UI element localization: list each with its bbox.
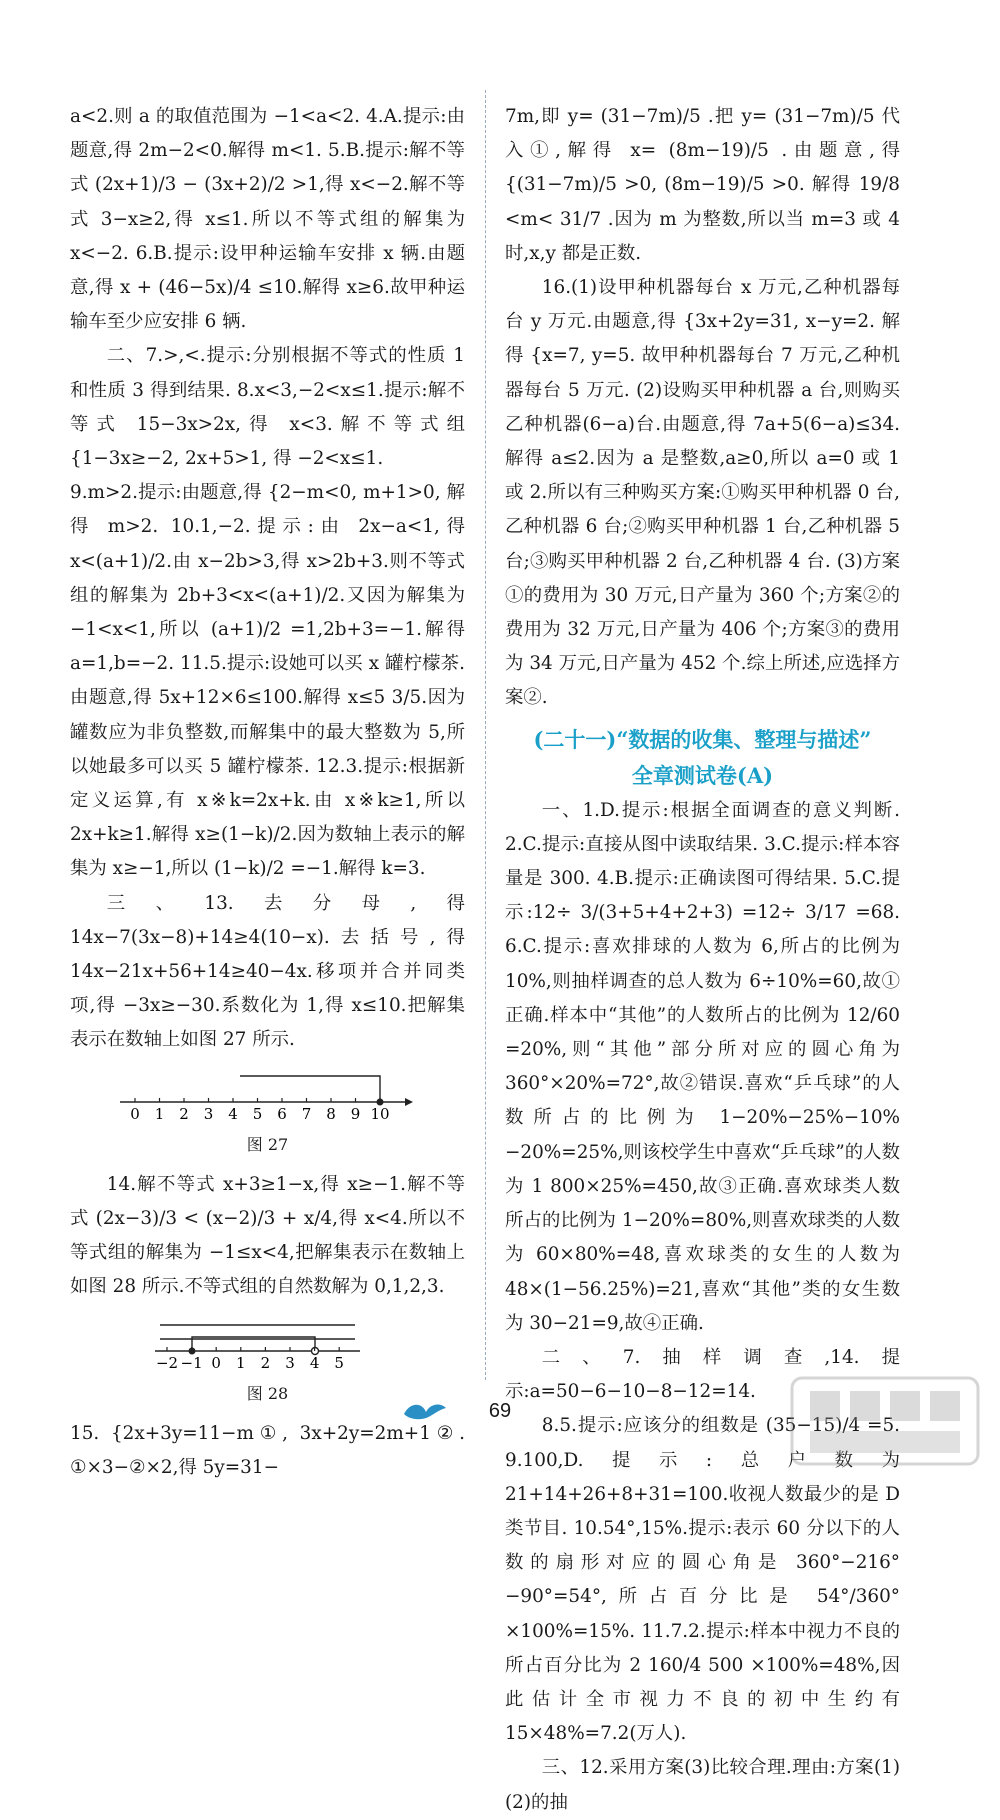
- tick-label: 5: [252, 1104, 263, 1123]
- tick-label: 4: [309, 1353, 320, 1372]
- column-divider: [485, 90, 486, 1380]
- answer-paragraph-5: 14.解不等式 x+3≥1−x,得 x≥−1.解不等式 (2x−3)/3 < (x−2)/3 + x/4,得 x<4.所以不等式组的解集为 −1≤x<4,把解集表示在数轴上如图 28 所示.不等式组的自然数解为 0,1,2,3.: [70, 1173, 465, 1298]
- tick-label: 8: [326, 1104, 336, 1123]
- figure-28-number-line: [70, 1313, 465, 1375]
- tick-label: 0: [130, 1104, 140, 1123]
- answer-paragraph-4: 三、13.去分母,得 14x−7(3x−8)+14≥4(10−x).去括号,得 14x−21x+56+14≥40−4x.移项并合并同类项,得 −3x≥−30.系数化为 1,得 x≤10.把解集表示在数轴上如图 27 所示.: [70, 892, 465, 1051]
- tick-label: 7: [301, 1104, 312, 1123]
- tick-label: 4: [228, 1104, 238, 1123]
- answer-paragraph-3: 9.m>2.提示:由题意,得 {2−m<0, m+1>0, 解得 m>2. 10.1,−2.提示:由 2x−a<1,得 x<(a+1)/2.由 x−2b>3,得 x>2b+3.则不等式组的解集为 2b+3<x<(a+1)/2.又因为解集为 −1<x<1,所以 (a+1)/2 =1,2b+3=−1.解得 a=1,b=−2. 11.5.提示:设她可以买 x 罐柠檬茶.由题意,得 5x+12×6≤100.解得 x≤5 3/5.因为罐数应为非负整数,而解集中的最大整数为 5,所以她最多可以买 5 罐柠檬茶. 12.3.提示:根据新定义运算,有 x※k=2x+k.由 x※k≥1,所以 2x+k≥1.解得 x≥(1−k)/2.因为数轴上表示的解集为 x≥−1,所以 (1−k)/2 =−1.解得 k=3.: [70, 482, 465, 880]
- answer-paragraph-11: 8.5.提示:应该分的组数是 (35−15)/4 =5. 9.100,D.提示:总户数为 21+14+26+8+31=100.收视人数最少的是 D 类节目. 10.54°,15%.提示:表示 60 分以下的人数的扇形对应的圆心角是 360°−216°−90°=54°,所占百分比是 54°/360° ×100%=15%. 11.7.2.提示:样本中视力不良的所占百分比为 2 160/4 500 ×100%=48%,因此估计全市视力不良的初中生约有 15×48%=7.2(万人).: [505, 1415, 900, 1745]
- tick-label: 5: [334, 1353, 344, 1372]
- tick-label: 10: [370, 1104, 390, 1123]
- tick-label: 1: [154, 1104, 165, 1123]
- tick-label: 1: [236, 1353, 246, 1372]
- answer-paragraph-9: 一、1.D.提示:根据全面调查的意义判断. 2.C.提示:直接从图中读取结果. 3.C.提示:样本容量是 300. 4.B.提示:正确读图可得结果. 5.C.提示:12÷ 3/(3+5+4+2+3) =12÷ 3/17 =68. 6.C.提示:喜欢排球的人数为 6,所占的比例为 10%,则抽样调查的总人数为 6÷10%=60,故①正确.样本中“其他”的人数所占的比例为 12/60 =20%,则“其他”部分所对应的圆心角为 360°×20%=72°,故②错误.喜欢“乒乓球”的人数所占的比例为 1−20%−25%−10%−20%=25%,则该校学生中喜欢“乒乓球”的人数为 1 800×25%=450,故③正确.喜欢球类人数所占的比例为 1−20%=80%,则喜欢球类的人数为 60×80%=48,喜欢球类的女生的人数为 48×(1−56.25%)=21,喜欢“其他”类的女生数为 30−21=9,故④正确.: [505, 799, 900, 1334]
- tick-label: 0: [211, 1353, 221, 1372]
- answer-paragraph-7: 7m,即 y= (31−7m)/5 .把 y= (31−7m)/5 代入①,解得 x= (8m−19)/5 .由题意,得 {(31−7m)/5 >0, (8m−19)/5 >0. 解得 19/8 <m< 31/7 .因为 m 为整数,所以当 m=3 或 4 时,x,y 都是正数.: [505, 106, 900, 264]
- section-subtitle: 全章测试卷(A): [631, 762, 774, 788]
- left-column: [70, 100, 465, 1485]
- right-column: [505, 100, 900, 1820]
- tick-label: −1: [180, 1353, 203, 1372]
- tick-label: −2: [155, 1353, 179, 1372]
- answer-paragraph-8: 16.(1)设甲种机器每台 x 万元,乙种机器每台 y 万元.由题意,得 {3x+2y=31, x−y=2. 解得 {x=7, y=5. 故甲种机器每台 7 万元,乙种机器每台 5 万元. (2)设购买甲种机器 a 台,则购买乙种机器(6−a)台.由题意,得 7a+5(6−a)≤34.解得 a≤2.因为 a 是整数,a≥0,所以 a=0 或 1 或 2.所以有三种购买方案:①购买甲种机器 0 台,乙种机器 6 台;②购买甲种机器 1 台,乙种机器 5 台;③购买甲种机器 2 台,乙种机器 4 台. (3)方案①的费用为 30 万元,日产量为 360 个;方案②的费用为 32 万元,日产量为 406 个;方案③的费用为 34 万元,日产量为 452 个.综上所述,应选择方案②.: [505, 277, 900, 709]
- figure-27-caption: 图 27: [246, 1134, 289, 1154]
- answer-paragraph-12: 三、12.采用方案(3)比较合理.理由:方案(1)(2)的抽: [505, 1757, 900, 1813]
- answer-paragraph-6: 15. {2x+3y=11−m①, 3x+2y=2m+1②. ①×3−②×2,得 5y=31−: [70, 1422, 465, 1478]
- answer-paragraph-2: 二、7.>,<.提示:分别根据不等式的性质 1 和性质 3 得到结果. 8.x<3,−2<x≤1.提示:解不等式 15−3x>2x,得 x<3.解不等式组 {1−3x≥−2, 2x+5>1, 得 −2<x≤1.: [70, 345, 465, 470]
- tick-label: 2: [179, 1104, 189, 1123]
- figure-28-caption: 图 28: [246, 1383, 289, 1403]
- watermark-logo: [790, 1376, 980, 1466]
- answer-paragraph-10: 二、7.抽样调查,14.提示:a=50−6−10−8−12=14.: [505, 1346, 900, 1403]
- figure-27-number-line: [70, 1066, 465, 1126]
- section-title: (二十一)“数据的收集、整理与描述”: [533, 726, 872, 752]
- tick-label: 2: [260, 1353, 271, 1372]
- tick-label: 3: [285, 1353, 295, 1372]
- tick-label: 9: [350, 1104, 361, 1123]
- tick-label: 3: [203, 1104, 214, 1123]
- tick-label: 6: [277, 1104, 287, 1123]
- page-number: 69: [488, 1400, 512, 1422]
- answer-paragraph-1: a<2.则 a 的取值范围为 −1<a<2. 4.A.提示:由题意,得 2m−2<0.解得 m<1. 5.B.提示:解不等式 (2x+1)/3 − (3x+2)/2 >1,得 x<−2.解不等式 3−x≥2,得 x≤1.所以不等式组的解集为 x<−2. 6.B.提示:设甲种运输车安排 x 辆.由题意,得 x + (46−5x)/4 ≤10.解得 x≥6.故甲种运输车至少应安排 6 辆.: [70, 106, 465, 333]
